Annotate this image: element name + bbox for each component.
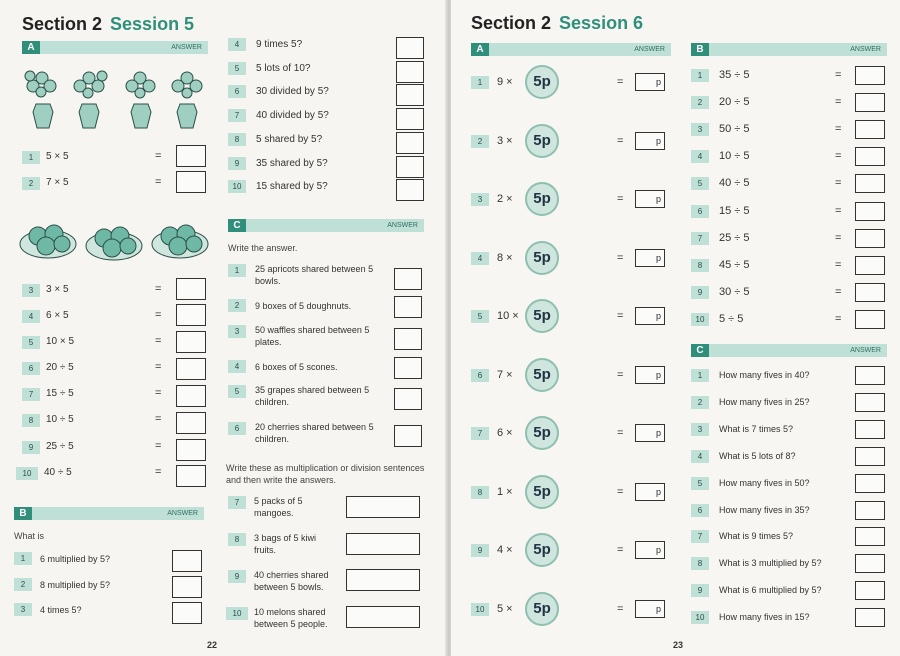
question-number: 1 [691, 69, 709, 82]
answer-box-pence[interactable]: p [635, 483, 665, 501]
question-text: 15 ÷ 5 [719, 204, 750, 217]
answer-box[interactable] [855, 608, 885, 627]
question-number: 5 [691, 477, 709, 490]
right-page-title [471, 13, 643, 34]
question-text: 6 multiplied by 5? [40, 554, 111, 564]
question-number: 4 [471, 252, 489, 265]
question-number: 2 [691, 396, 709, 409]
question-number: 10 [471, 603, 489, 616]
question-number: 2 [471, 135, 489, 148]
question-number: 10 [691, 313, 709, 326]
question-text: 8 multiplied by 5? [40, 580, 111, 590]
equals-sign: = [835, 69, 842, 81]
question-text: 45 ÷ 5 [719, 258, 750, 271]
multiplier-text: 9 × [497, 76, 513, 88]
question-text: How many fives in 15? [719, 612, 810, 623]
question-number: 8 [228, 133, 246, 146]
answer-box[interactable] [394, 296, 422, 318]
answer-box[interactable] [855, 366, 885, 385]
question-number: 10 [16, 467, 38, 480]
question-number: 1 [228, 264, 246, 277]
question-number: 3 [691, 423, 709, 436]
answer-box[interactable] [394, 388, 422, 410]
coin-5p: 5p [525, 299, 559, 333]
section-letter: A [471, 43, 489, 56]
question-text: What is 5 lots of 8? [719, 450, 796, 461]
equals-sign: = [155, 413, 162, 425]
question-text: 4 times 5? [40, 605, 82, 615]
answer-box[interactable] [396, 132, 424, 154]
multiplier-text: 7 × [497, 368, 513, 381]
question-number: 3 [691, 123, 709, 136]
answer-box[interactable] [855, 202, 885, 221]
question-number: 1 [471, 76, 489, 89]
equals-sign: = [617, 193, 624, 205]
section-label: Section 2 [22, 14, 103, 34]
question-number: 2 [22, 177, 40, 190]
section-b-intro: What is [14, 531, 45, 541]
question-number: 2 [14, 578, 32, 591]
equals-sign: = [617, 602, 624, 615]
answer-box-pence[interactable]: p [635, 249, 665, 267]
answer-label: ANSWER [387, 222, 418, 229]
question-text: 3 × 5 [46, 284, 69, 295]
question-text: 25 ÷ 5 [46, 441, 74, 452]
question-text: 30 ÷ 5 [719, 285, 750, 298]
answer-label: ANSWER [850, 46, 881, 53]
question-number: 3 [471, 193, 489, 206]
coin-5p: 5p [525, 241, 559, 275]
answer-box[interactable] [176, 358, 206, 380]
equals-sign: = [835, 231, 842, 244]
answer-box[interactable] [855, 174, 885, 193]
equals-sign: = [835, 177, 842, 190]
section-letter: C [228, 219, 246, 232]
question-text: What is 3 multiplied by 5? [719, 558, 822, 569]
question-text: 10 ÷ 5 [46, 414, 74, 425]
question-number: 8 [691, 259, 709, 272]
question-text: 10 × 5 [46, 336, 75, 347]
answer-box-pence[interactable]: p [635, 600, 665, 618]
question-number: 9 [471, 544, 489, 557]
answer-box[interactable] [172, 550, 202, 572]
answer-box-pence[interactable]: p [635, 190, 665, 208]
question-text: 25 ÷ 5 [719, 231, 750, 244]
answer-box[interactable] [176, 278, 206, 300]
answer-box[interactable] [176, 145, 206, 167]
question-text: 6 × 5 [46, 310, 69, 321]
coin-5p: 5p [525, 358, 559, 392]
question-text: 5 ÷ 5 [719, 312, 744, 325]
answer-box[interactable] [176, 412, 206, 434]
question-number: 8 [691, 557, 709, 570]
question-text: 9 times 5? [256, 39, 303, 50]
answer-box[interactable] [396, 156, 424, 178]
question-text: How many fives in 25? [719, 396, 810, 407]
equals-sign: = [155, 361, 162, 373]
question-number: 5 [691, 177, 709, 190]
question-number: 5 [228, 385, 246, 398]
right-page [451, 0, 900, 656]
answer-box[interactable] [394, 425, 422, 447]
question-number: 4 [22, 310, 40, 323]
multiplier-text: 2 × [497, 193, 513, 205]
section-c-bar [691, 344, 887, 357]
section-b-bar [691, 43, 887, 56]
question-number: 6 [228, 85, 246, 98]
answer-box[interactable] [855, 256, 885, 275]
apple-plates-illustration [18, 214, 210, 268]
answer-label: ANSWER [634, 46, 665, 53]
answer-box[interactable] [172, 602, 202, 624]
question-number: 2 [228, 299, 246, 312]
answer-box-pence[interactable]: p [635, 366, 665, 384]
answer-label: ANSWER [167, 510, 198, 517]
coin-5p: 5p [525, 182, 559, 216]
section-a-bar [471, 43, 671, 56]
question-text: 3 bags of 5 kiwi fruits. [254, 533, 317, 555]
question-text: 35 ÷ 5 [719, 69, 750, 81]
equals-sign: = [617, 76, 624, 88]
question-text: 5 packs of 5 mangoes. [254, 496, 303, 518]
question-text: 10 ÷ 5 [719, 150, 750, 163]
question-number: 5 [228, 62, 246, 75]
equals-sign: = [155, 466, 162, 478]
question-text: 10 melons shared between 5 people. [254, 607, 328, 629]
answer-box[interactable] [855, 474, 885, 493]
equals-sign: = [617, 368, 624, 381]
coin-5p: 5p [525, 475, 559, 509]
equals-sign: = [835, 312, 842, 325]
answer-box[interactable] [396, 37, 424, 59]
question-number: 7 [471, 427, 489, 440]
section-label: Section 2 [471, 13, 552, 33]
question-text: 35 grapes shared between 5 children. [255, 385, 370, 407]
answer-box[interactable] [176, 465, 206, 487]
question-text: 20 ÷ 5 [46, 362, 74, 373]
answer-box[interactable] [855, 147, 885, 166]
question-number: 9 [228, 570, 246, 583]
question-number: 8 [471, 486, 489, 499]
question-text: 7 × 5 [46, 177, 69, 188]
question-number: 7 [691, 232, 709, 245]
left-page [0, 0, 447, 656]
question-text: How many fives in 40? [719, 370, 810, 380]
flower-vases-illustration [22, 64, 208, 134]
equals-sign: = [617, 310, 624, 322]
question-text: 40 ÷ 5 [719, 177, 750, 190]
answer-box[interactable] [172, 576, 202, 598]
question-text: How many fives in 35? [719, 504, 810, 515]
question-number: 10 [228, 180, 246, 193]
section-letter: B [691, 43, 709, 56]
answer-box-pence[interactable]: p [635, 424, 665, 442]
left-page-title [22, 14, 194, 35]
section-c-intro-2: Write these as multiplication or division sentences and then write the answers. [226, 463, 425, 485]
equals-sign: = [617, 251, 624, 264]
question-text: What is 9 times 5? [719, 531, 794, 542]
question-number: 3 [22, 284, 40, 297]
question-number: 7 [228, 496, 246, 509]
question-number: 4 [691, 450, 709, 463]
question-number: 9 [691, 286, 709, 299]
answer-box[interactable] [176, 331, 206, 353]
answer-box[interactable] [346, 606, 420, 628]
answer-box[interactable] [394, 328, 422, 350]
answer-label: ANSWER [850, 347, 881, 354]
question-text: 25 apricots shared between 5 bowls. [255, 264, 374, 286]
question-number: 7 [22, 388, 40, 401]
question-text: 15 ÷ 5 [46, 388, 74, 399]
coin-5p: 5p [525, 592, 559, 626]
question-text: 5 × 5 [46, 151, 69, 162]
question-number: 2 [691, 96, 709, 109]
equals-sign: = [617, 485, 624, 498]
question-text: 40 divided by 5? [256, 110, 329, 121]
question-number: 9 [228, 157, 246, 170]
answer-box[interactable] [176, 439, 206, 461]
question-text: 6 boxes of 5 scones. [255, 362, 338, 372]
answer-box-pence[interactable]: p [635, 541, 665, 559]
multiplier-text: 5 × [497, 602, 513, 615]
question-number: 3 [228, 325, 246, 338]
question-text: 40 cherries shared between 5 bowls. [254, 570, 329, 592]
multiplier-text: 4 × [497, 544, 513, 556]
session-label: Session 5 [110, 14, 195, 34]
question-number: 6 [228, 422, 246, 435]
section-letter: A [22, 41, 40, 54]
equals-sign: = [155, 176, 162, 188]
equals-sign: = [155, 309, 162, 321]
answer-box[interactable] [855, 501, 885, 520]
answer-box[interactable] [396, 108, 424, 130]
equals-sign: = [835, 123, 842, 136]
answer-box[interactable] [396, 61, 424, 83]
equals-sign: = [155, 283, 162, 295]
question-number: 9 [691, 584, 709, 597]
question-number: 7 [228, 109, 246, 122]
question-number: 10 [226, 607, 248, 620]
section-letter: C [691, 344, 709, 357]
equals-sign: = [617, 134, 624, 147]
answer-box[interactable] [346, 533, 420, 555]
question-number: 5 [471, 310, 489, 323]
answer-box[interactable] [855, 393, 885, 412]
question-number: 3 [14, 603, 32, 616]
answer-box[interactable] [394, 357, 422, 379]
equals-sign: = [155, 150, 162, 162]
question-number: 6 [691, 205, 709, 218]
answer-box[interactable] [176, 385, 206, 407]
answer-box[interactable] [855, 447, 885, 466]
equals-sign: = [835, 204, 842, 217]
equals-sign: = [835, 150, 842, 163]
question-number: 9 [22, 441, 40, 454]
question-text: 50 waffles shared between 5 plates. [255, 325, 370, 347]
question-number: 8 [228, 533, 246, 546]
answer-box[interactable] [855, 66, 885, 85]
section-c-intro: Write the answer. [228, 243, 298, 253]
question-number: 6 [691, 504, 709, 517]
section-c-bar [228, 219, 424, 232]
equals-sign: = [617, 544, 624, 556]
question-text: How many fives in 50? [719, 477, 810, 488]
equals-sign: = [835, 258, 842, 271]
section-a-bar [22, 41, 208, 54]
answer-box[interactable] [396, 84, 424, 106]
section-letter: B [14, 507, 32, 520]
multiplier-text: 3 × [497, 134, 513, 147]
question-number: 6 [22, 362, 40, 375]
answer-box[interactable] [855, 420, 885, 439]
question-number: 6 [471, 369, 489, 382]
answer-box[interactable] [176, 171, 206, 193]
question-number: 1 [691, 369, 709, 382]
multiplier-text: 8 × [497, 251, 513, 264]
answer-box-pence[interactable]: p [635, 73, 665, 91]
question-number: 1 [14, 552, 32, 565]
answer-box[interactable] [394, 268, 422, 290]
equals-sign: = [155, 387, 162, 399]
multiplier-text: 10 × [497, 310, 519, 322]
equals-sign: = [155, 335, 162, 347]
answer-box[interactable] [855, 229, 885, 248]
question-number: 5 [22, 336, 40, 349]
question-text: What is 7 times 5? [719, 423, 794, 434]
question-text: 35 shared by 5? [256, 158, 328, 169]
question-text: What is 6 multiplied by 5? [719, 585, 822, 596]
answer-box[interactable] [855, 93, 885, 112]
question-number: 4 [228, 38, 246, 51]
question-text: 30 divided by 5? [256, 86, 329, 97]
question-text: 50 ÷ 5 [719, 123, 750, 136]
question-number: 4 [228, 360, 246, 373]
answer-box[interactable] [855, 283, 885, 302]
question-number: 8 [22, 414, 40, 427]
answer-box[interactable] [855, 310, 885, 329]
answer-box[interactable] [396, 179, 424, 201]
section-b-bar [14, 507, 204, 520]
equals-sign: = [835, 285, 842, 298]
question-text: 20 cherries shared between 5 children. [255, 422, 374, 444]
page-number: 22 [207, 640, 218, 650]
equals-sign: = [617, 427, 624, 439]
question-text: 20 ÷ 5 [719, 96, 750, 109]
answer-box[interactable] [176, 304, 206, 326]
coin-5p: 5p [525, 416, 559, 450]
session-label: Session 6 [559, 13, 644, 33]
coin-5p: 5p [525, 124, 559, 158]
answer-box[interactable] [346, 496, 420, 518]
multiplier-text: 6 × [497, 427, 513, 439]
question-text: 5 lots of 10? [256, 63, 311, 74]
coin-5p: 5p [525, 533, 559, 567]
answer-box[interactable] [855, 527, 885, 546]
answer-box[interactable] [855, 554, 885, 573]
question-number: 1 [22, 151, 40, 164]
equals-sign: = [835, 96, 842, 109]
answer-box-pence[interactable]: p [635, 132, 665, 150]
question-number: 4 [691, 150, 709, 163]
question-text: 15 shared by 5? [256, 181, 328, 192]
multiplier-text: 1 × [497, 485, 513, 498]
page-number: 23 [673, 640, 684, 650]
question-text: 5 shared by 5? [256, 134, 323, 145]
answer-box[interactable] [346, 569, 420, 591]
question-number: 7 [691, 530, 709, 543]
coin-5p: 5p [525, 65, 559, 99]
answer-label: ANSWER [171, 44, 202, 51]
equals-sign: = [155, 440, 162, 452]
question-number: 10 [691, 611, 709, 624]
answer-box[interactable] [855, 581, 885, 600]
answer-box-pence[interactable]: p [635, 307, 665, 325]
question-text: 40 ÷ 5 [44, 467, 72, 478]
answer-box[interactable] [855, 120, 885, 139]
question-text: 9 boxes of 5 doughnuts. [255, 301, 352, 311]
